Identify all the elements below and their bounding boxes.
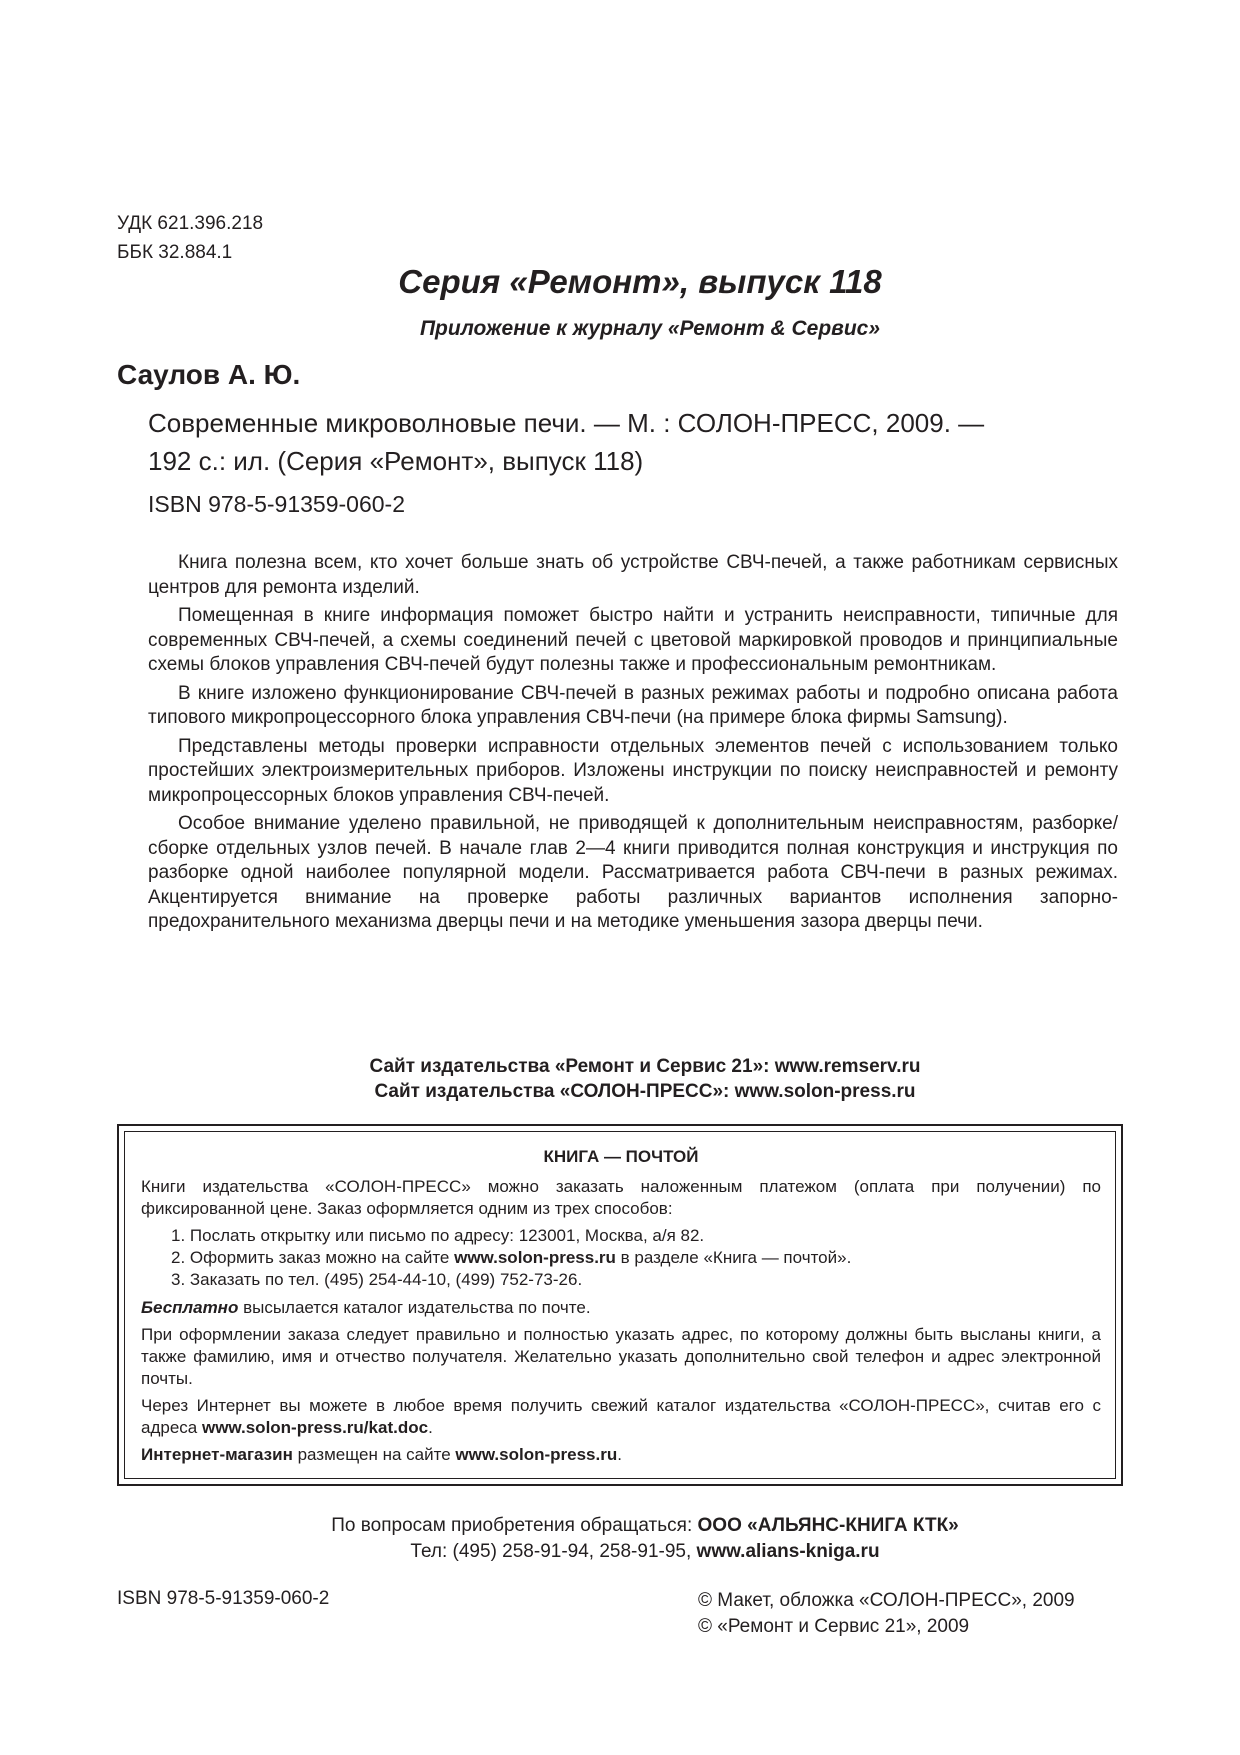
bbk-code: ББК 32.884.1 [117, 242, 233, 263]
annotation-paragraph: Представлены методы проверки исправности отдельных элементов печей с использованием только простейших электроизмерительных приборов. Изложены инструкции по поиску неисправностей и ремонту микропроцессорных блоков управления СВЧ-печей. [148, 735, 1118, 806]
catalog-text-end: . [428, 1418, 433, 1437]
udk-code: УДК 621.396.218 [117, 213, 264, 234]
catalog-text: Через Интернет вы можете в любое время получить свежий каталог издательства «СОЛОН-ПРЕСС», считав его с адреса [141, 1396, 1101, 1437]
isbn-top: ISBN 978-5-91359-060-2 [148, 491, 405, 517]
copyright-line: © Макет, обложка «СОЛОН-ПРЕСС», 2009 [698, 1590, 1075, 1611]
site-line-solon: Сайт издательства «СОЛОН-ПРЕСС»: www.solon-press.ru [374, 1081, 916, 1102]
catalog-link[interactable]: www.solon-press.ru/kat.doc [201, 1418, 429, 1437]
alians-site-link[interactable]: www.alians-kniga.ru [696, 1541, 880, 1562]
copyright-block [698, 1588, 1075, 1640]
publisher-sites [0, 1054, 1240, 1104]
contacts-line [50, 1513, 1240, 1539]
online-shop-text: размещен на сайте [292, 1445, 456, 1464]
order-method-text: в разделе «Книга — почтой». [615, 1248, 852, 1267]
mail-order-box [117, 1124, 1123, 1486]
annotation [148, 551, 1118, 939]
annotation-paragraph: Особое внимание уделено правильной, не приводящей к дополнительным неисправностям, разборке/сборке отдельных узлов печей. В начале глав 2—4 книги приводится полная конструкция и инструкция по разборке одной наиболее популярной модели. Рассматривается работа СВЧ-печи в разных режимах. Акцентируется внимание на проверке работы различных вариантов исполнения запорно-предохранительного механизма дверцы печи и на методике уменьшения зазора дверцы печи. [148, 813, 1118, 932]
order-method-item: 3. Заказать по тел. (495) 254-44-10, (499) 752-73-26. [171, 1270, 583, 1289]
mail-order-title: КНИГА — ПОЧТОЙ [543, 1147, 699, 1166]
free-emphasis: Бесплатно [141, 1298, 239, 1317]
online-shop-link[interactable]: www.solon-press.ru [455, 1445, 618, 1464]
address-note: При оформлении заказа следует правильно и полностью указать адрес, по которому должны быть высланы книги, а также фамилию, имя и отчество получателя. Желательно указать дополнительно свой телефон и адрес электронной почты. [141, 1325, 1101, 1388]
annotation-paragraph: В книге изложено функционирование СВЧ-печей в разных режимах работы и подробно описана работа типового микропроцессорного блока управления СВЧ-печи (на примере блока фирмы Samsung). [148, 682, 1118, 728]
purchase-contacts [0, 1513, 1240, 1565]
contacts-label: По вопросам приобретения обращаться: [331, 1515, 698, 1536]
online-shop-label: Интернет-магазин [141, 1445, 293, 1464]
series-subtitle: Приложение к журналу «Ремонт & Сервис» [419, 317, 881, 340]
order-method-text: 2. Оформить заказ можно на сайте [171, 1248, 455, 1267]
mail-order-inner [124, 1131, 1116, 1479]
free-catalog-note [141, 1297, 1101, 1319]
series-title: Серия «Ремонт», выпуск 118 [398, 263, 882, 300]
copyright-line: © «Ремонт и Сервис 21», 2009 [698, 1616, 970, 1637]
order-method-item [171, 1247, 1101, 1269]
annotation-paragraph: Книга полезна всем, кто хочет больше знать об устройстве СВЧ-печей, а также работникам сервисных центров для ремонта изделий. [148, 552, 1118, 598]
order-method-item: 1. Послать открытку или письмо по адресу: 123001, Москва, а/я 82. [171, 1226, 705, 1245]
online-shop-text-end: . [617, 1445, 622, 1464]
distributor-name: ООО «АЛЬЯНС-КНИГА КТК» [697, 1515, 959, 1536]
phone-numbers: Тел: (495) 258-91-94, 258-91-95, [410, 1541, 697, 1562]
author-name: Саулов А. Ю. [117, 359, 301, 390]
site-line-remserv: Сайт издательства «Ремонт и Сервис 21»: www.remserv.ru [369, 1056, 921, 1077]
mail-order-intro: Книги издательства «СОЛОН-ПРЕСС» можно заказать наложенным платежом (оплата при получении) по фиксированной цене. Заказ оформляется одним из трех способов: [141, 1177, 1101, 1218]
solon-site-link[interactable]: www.solon-press.ru [454, 1248, 616, 1267]
contacts-line [50, 1539, 1240, 1565]
classification-codes [117, 209, 263, 267]
free-catalog-text: высылается каталог издательства по почте. [238, 1298, 591, 1317]
order-methods-list [141, 1225, 1101, 1291]
bibliographic-line: 192 с.: ил. (Серия «Ремонт», выпуск 118) [148, 446, 644, 476]
catalog-note [141, 1395, 1101, 1439]
bibliographic-record [148, 404, 1118, 480]
annotation-paragraph: Помещенная в книге информация поможет быстро найти и устранить неисправности, типичные для современных СВЧ-печей, а схемы соединений печей с цветовой маркировкой проводов и принципиальные схемы блоков управления СВЧ-печей будут полезны также и профессиональным ремонтникам. [148, 605, 1118, 675]
isbn-bottom: ISBN 978-5-91359-060-2 [117, 1588, 330, 1609]
online-shop-note [141, 1444, 1101, 1466]
bibliographic-line: Современные микроволновые печи. — М. : СОЛОН-ПРЕСС, 2009. — [148, 408, 985, 438]
